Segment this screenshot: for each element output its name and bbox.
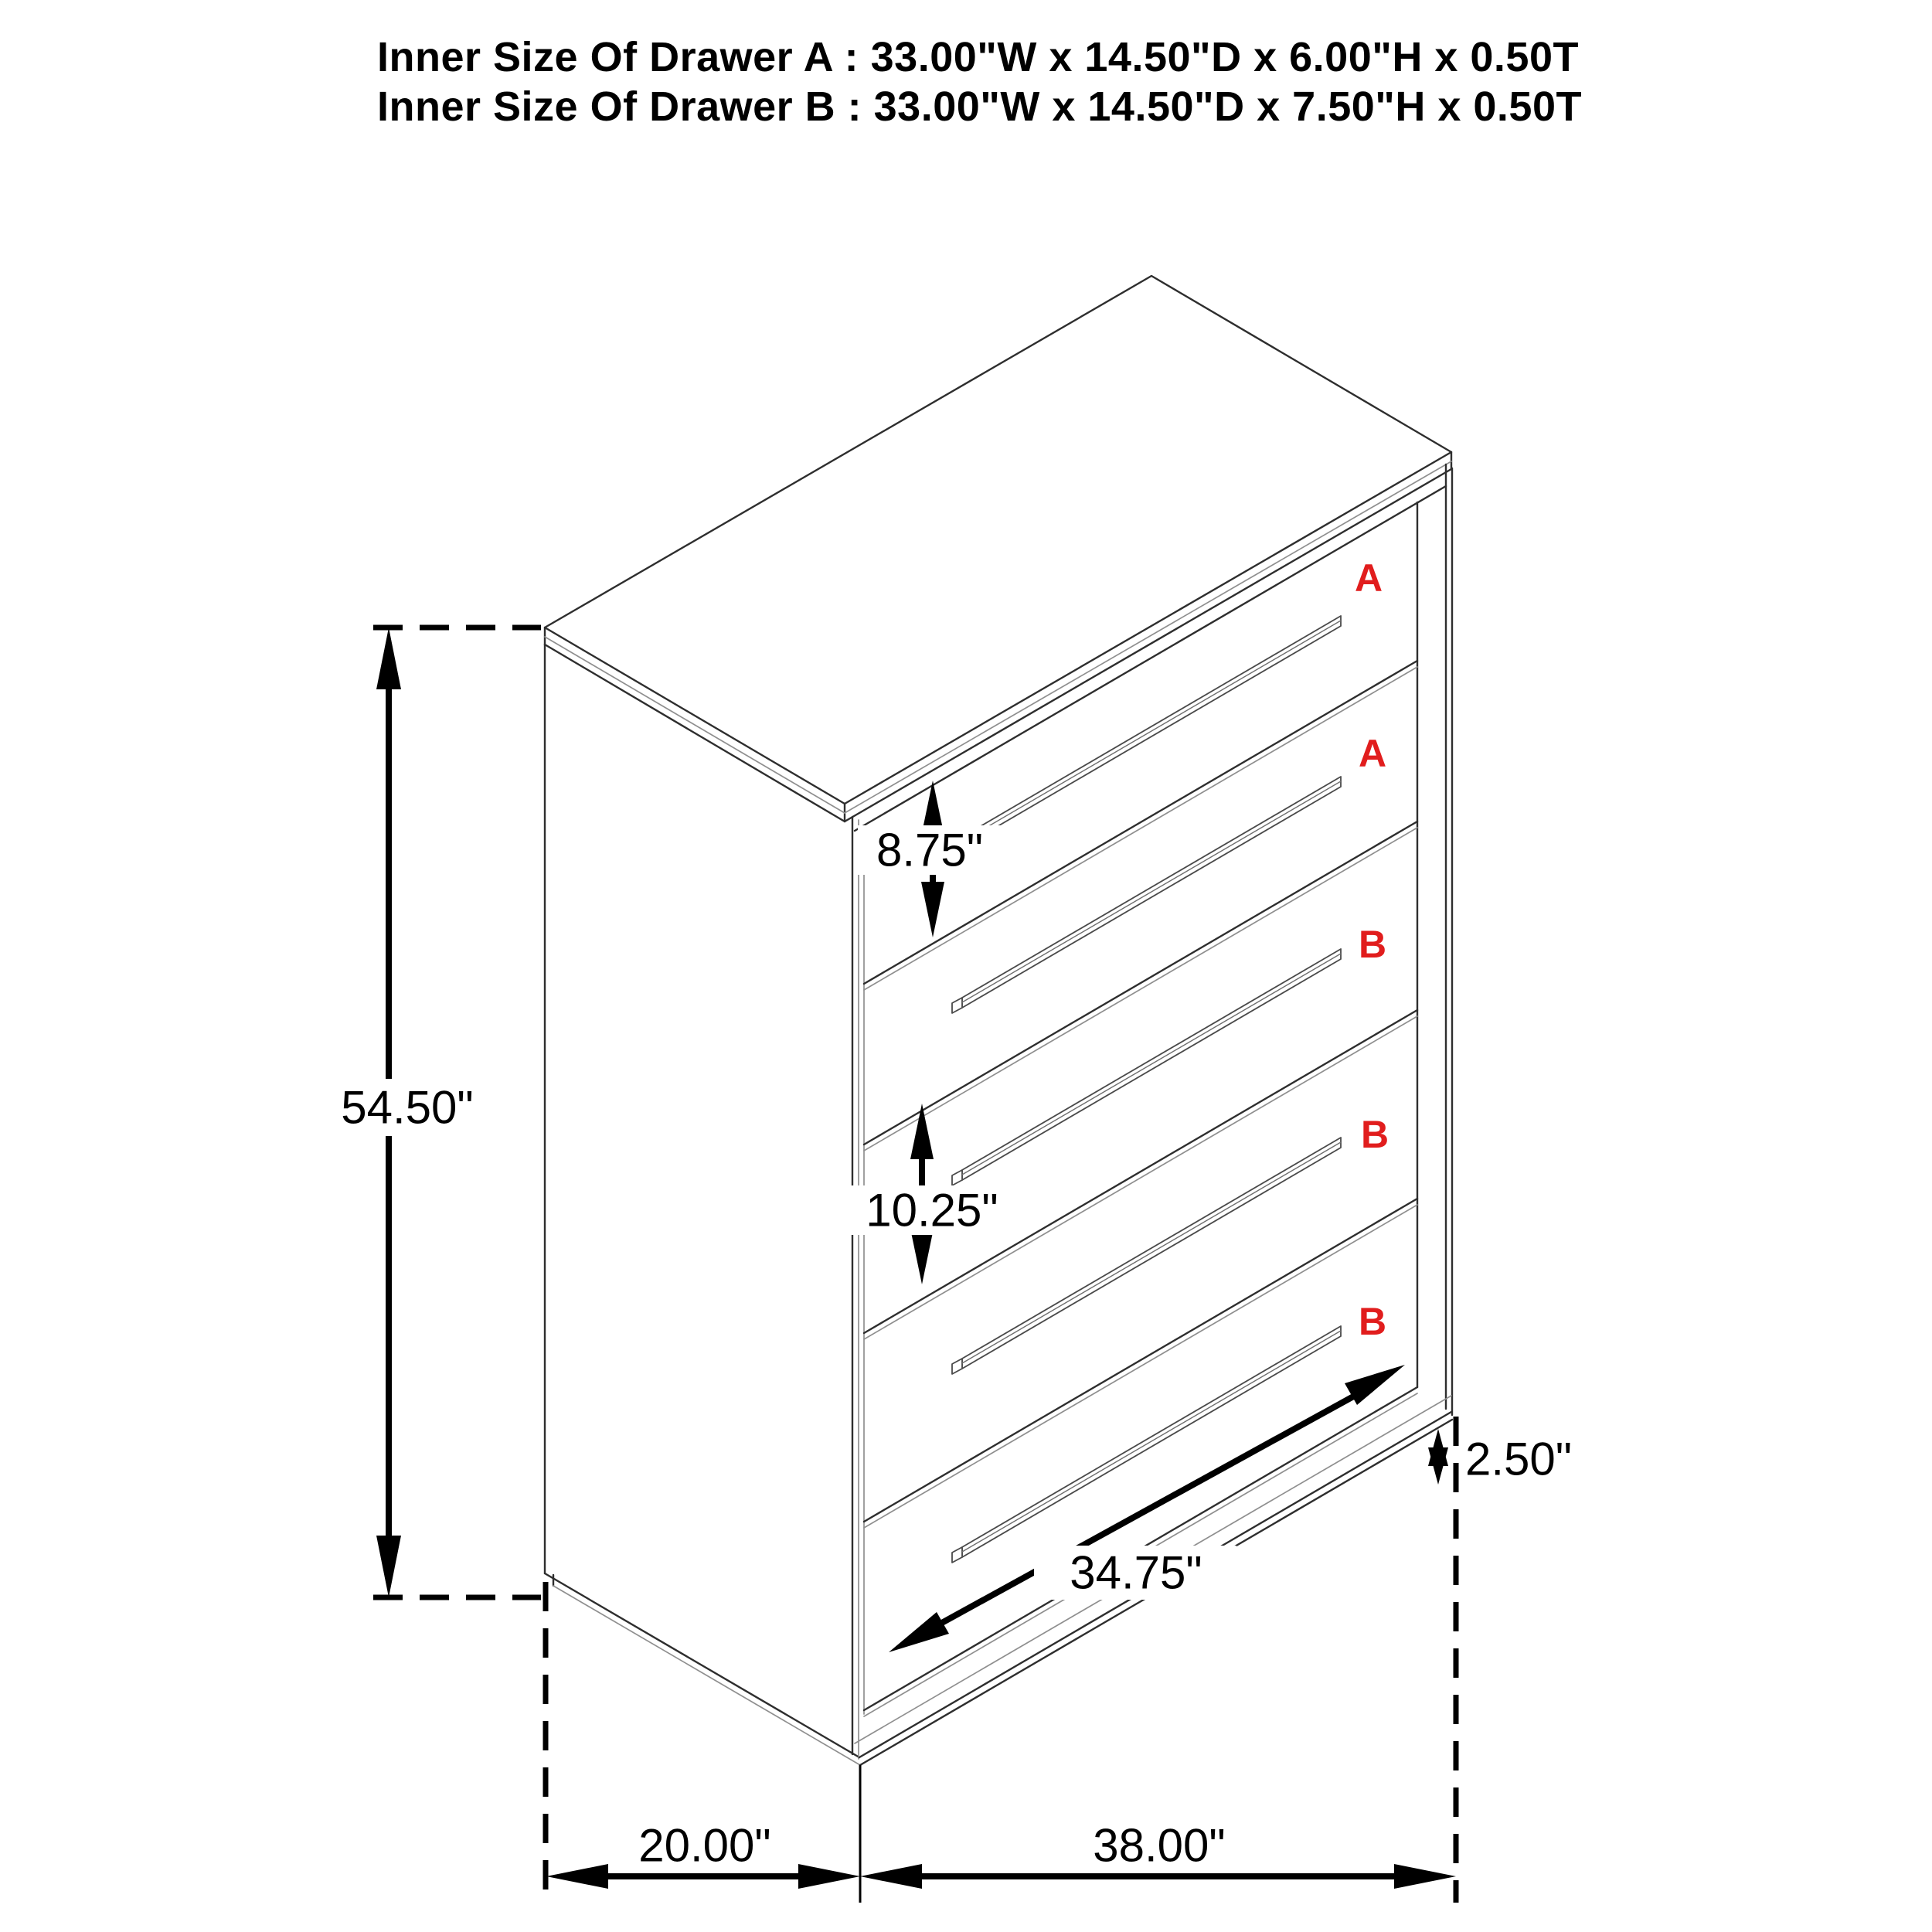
drawer-a-height-label: 8.75" [876,824,984,876]
drawer-handle [952,949,1341,1185]
drawer-front-width-label: 34.75" [1070,1546,1202,1599]
overall-height-label: 54.50" [341,1081,474,1134]
overall-width-label: 38.00" [1093,1819,1226,1872]
cabinet-outline [545,276,1452,1765]
drawer-label-a1: A [1354,556,1383,600]
title-line-2: Inner Size Of Drawer B : 33.00"W x 14.50"D x 7.50"H x 0.50T [377,83,1582,130]
drawer-label-a2: A [1358,732,1387,775]
drawer-label-b1: B [1358,923,1387,966]
dimension-overall-width [860,1820,1456,1889]
drawer-handle [952,1138,1341,1374]
dimension-drawer-front-width [889,1365,1405,1652]
dimension-overall-height [318,628,541,1597]
drawer-handle [952,1326,1341,1563]
dimension-overall-depth [546,1820,860,1889]
drawer-label-b2: B [1360,1113,1389,1156]
drawer-label-b3: B [1358,1300,1387,1343]
title-line-1: Inner Size Of Drawer A : 33.00"W x 14.50"D x 6.00"H x 0.50T [377,34,1579,80]
cabinet-left-side [545,645,860,1765]
dimension-base-height [1428,1417,1572,1903]
base-height-label: 2.50" [1465,1433,1573,1485]
title-block [377,34,1582,130]
overall-depth-label: 20.00" [638,1819,771,1872]
drawer-b-height-label: 10.25" [866,1184,998,1236]
